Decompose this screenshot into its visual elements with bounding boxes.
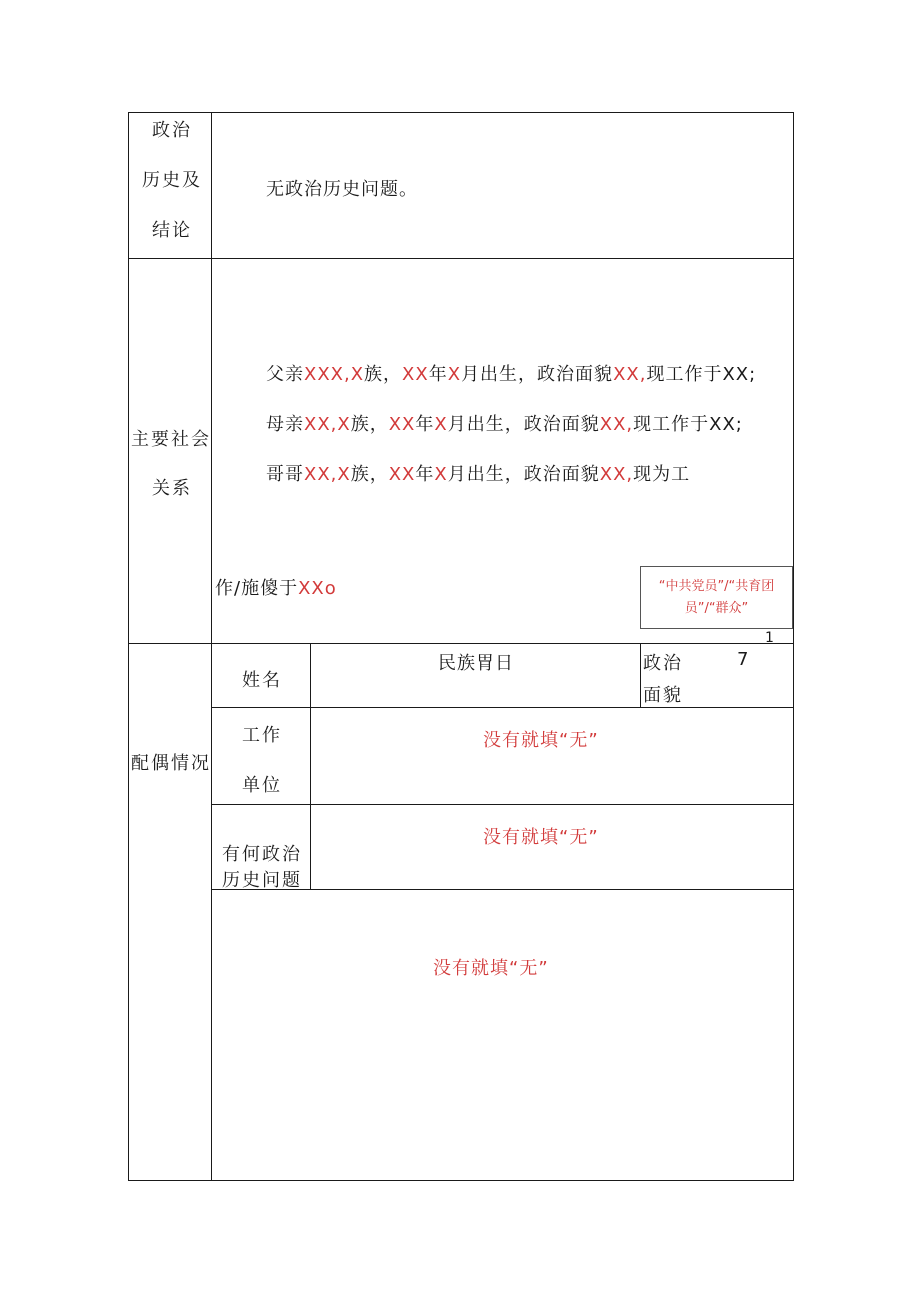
text-run: XX,X (304, 464, 351, 485)
text-run: 作/施傻于 (215, 578, 299, 599)
text-run: 年 (415, 414, 435, 435)
text-run: XXX,X (304, 364, 365, 385)
text-run: XX,X (304, 414, 351, 435)
label-column-divider (211, 112, 212, 1181)
text-run: 月出生，政治面貌 (461, 364, 614, 385)
politics-label-line2: 历史及 (142, 170, 202, 191)
history-label-line1: 有何政治 (222, 844, 302, 865)
political-status-note (640, 566, 793, 629)
text-run: XX (402, 364, 429, 385)
note-line1: “中共党员”/“共育团 (658, 579, 775, 594)
text-run: 父亲 (266, 364, 304, 385)
politics-value: 无政治历史问题。 (266, 179, 418, 200)
text-run: X (447, 364, 462, 385)
political-label-line2: 面貌 (643, 685, 683, 706)
table-border-right (793, 112, 794, 1181)
text-run: 母亲 (266, 414, 304, 435)
text-run: 现工作于XX; (646, 364, 757, 385)
political-cell-divider (640, 643, 641, 707)
row-divider-name (211, 707, 794, 708)
relation-line-mother (266, 410, 743, 436)
text-run: XX, (599, 414, 634, 435)
row-divider-work (211, 804, 794, 805)
history-value: 没有就填“无” (483, 827, 599, 848)
ethnicity-text: 民族胃日 (438, 653, 514, 674)
political-mark: 7 (737, 649, 750, 670)
spouse-subcolumn-divider (310, 643, 311, 889)
bottom-value: 没有就填“无” (433, 958, 549, 979)
table-border-top (128, 112, 794, 113)
text-run: 月出生，政治面貌 (447, 464, 600, 485)
row-divider-politics (128, 258, 794, 259)
text-run: XX, (599, 464, 634, 485)
text-run: XX, (613, 364, 647, 385)
text-run: 月出生，政治面貌 (447, 414, 600, 435)
work-value: 没有就填“无” (483, 730, 599, 751)
politics-label-line1: 政治 (152, 120, 192, 141)
table-border-left (128, 112, 129, 1181)
text-run: 族， (350, 414, 389, 435)
history-label-line2: 历史问题 (222, 870, 302, 891)
relation-line-father (266, 360, 756, 386)
spouse-label: 配偶情况 (131, 753, 211, 774)
social-label-line2: 关系 (152, 478, 192, 499)
stray-mark: 1 (765, 630, 774, 646)
row-divider-social (128, 643, 794, 644)
political-label-line1: 政治 (643, 653, 683, 674)
text-run: 现为工 (633, 464, 691, 485)
work-label-line1: 工作 (242, 725, 282, 746)
work-label-line2: 单位 (242, 775, 282, 796)
text-run: XXo (298, 578, 337, 599)
text-run: 哥哥 (266, 464, 304, 485)
table-border-bottom (128, 1180, 794, 1181)
text-run: 年 (428, 364, 448, 385)
text-run: 族， (364, 364, 403, 385)
text-run: XX (388, 464, 416, 485)
text-run: 现工作于XX; (633, 414, 743, 435)
name-label: 姓名 (242, 670, 282, 691)
text-run: XX (388, 414, 416, 435)
note-line2: 员”/“群众” (684, 601, 749, 616)
text-run: X (434, 414, 448, 435)
relation-line-continuation (215, 574, 337, 600)
politics-label-line3: 结论 (152, 220, 192, 241)
social-label-line1: 主要社会 (131, 429, 211, 450)
text-run: 族， (350, 464, 389, 485)
text-run: X (434, 464, 448, 485)
text-run: 年 (415, 464, 435, 485)
relation-line-brother (266, 460, 690, 486)
